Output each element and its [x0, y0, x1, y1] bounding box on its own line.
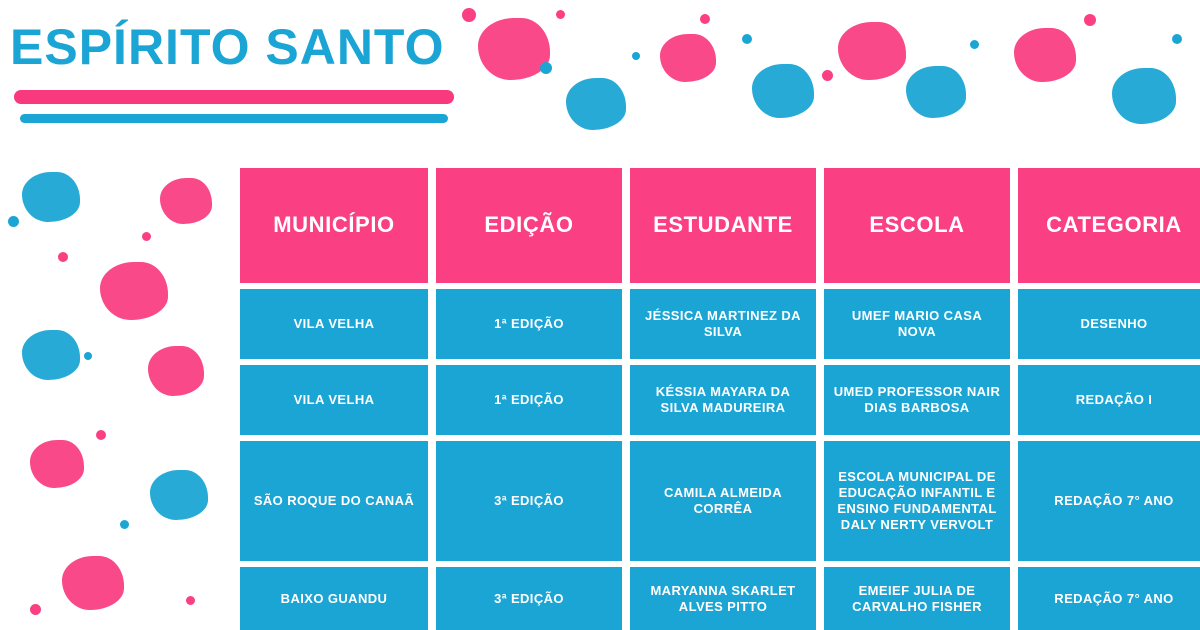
splatter-dot-icon: [540, 62, 552, 74]
splatter-dot-icon: [556, 10, 565, 19]
splatter-pink-icon: [62, 556, 124, 610]
cell-categoria: REDAÇÃO I: [1018, 365, 1200, 435]
splatter-dot-icon: [822, 70, 833, 81]
cell-escola: UMED PROFESSOR NAIR DIAS BARBOSA: [824, 365, 1010, 435]
splatter-dot-icon: [742, 34, 752, 44]
cell-categoria: DESENHO: [1018, 289, 1200, 359]
table-row: [240, 289, 1200, 359]
title-underline-blue: [20, 114, 448, 123]
cell-municipio: SÃO ROQUE DO CANAÃ: [240, 441, 428, 561]
table-row: [240, 567, 1200, 630]
winners-table: [240, 168, 1200, 630]
splatter-pink-icon: [148, 346, 204, 396]
cell-escola: UMEF MARIO CASA NOVA: [824, 289, 1010, 359]
splatter-pink-icon: [478, 18, 550, 80]
splatter-pink-icon: [100, 262, 168, 320]
splatter-dot-icon: [700, 14, 710, 24]
cell-escola: EMEIEF JULIA DE CARVALHO FISHER: [824, 567, 1010, 630]
splatter-pink-icon: [838, 22, 906, 80]
splatter-dot-icon: [632, 52, 640, 60]
splatter-dot-icon: [120, 520, 129, 529]
cell-estudante: MARYANNA SKARLET ALVES PITTO: [630, 567, 816, 630]
table-row: [240, 441, 1200, 561]
splatter-blue-icon: [752, 64, 814, 118]
splatter-dot-icon: [142, 232, 151, 241]
column-header-categoria: CATEGORIA: [1018, 168, 1200, 283]
splatter-dot-icon: [1172, 34, 1182, 44]
splatter-dot-icon: [30, 604, 41, 615]
splatter-dot-icon: [8, 216, 19, 227]
table-row: [240, 365, 1200, 435]
column-header-edicao: EDIÇÃO: [436, 168, 622, 283]
cell-categoria: REDAÇÃO 7° ANO: [1018, 567, 1200, 630]
cell-categoria: REDAÇÃO 7° ANO: [1018, 441, 1200, 561]
splatter-dot-icon: [84, 352, 92, 360]
cell-edicao: 1ª EDIÇÃO: [436, 289, 622, 359]
cell-edicao: 3ª EDIÇÃO: [436, 567, 622, 630]
cell-municipio: VILA VELHA: [240, 289, 428, 359]
splatter-pink-icon: [660, 34, 716, 82]
splatter-blue-icon: [906, 66, 966, 118]
column-header-escola: ESCOLA: [824, 168, 1010, 283]
cell-edicao: 3ª EDIÇÃO: [436, 441, 622, 561]
splatter-dot-icon: [462, 8, 476, 22]
splatter-blue-icon: [22, 172, 80, 222]
cell-estudante: JÉSSICA MARTINEZ DA SILVA: [630, 289, 816, 359]
splatter-blue-icon: [150, 470, 208, 520]
table-header-row: [240, 168, 1200, 283]
splatter-blue-icon: [566, 78, 626, 130]
splatter-dot-icon: [1084, 14, 1096, 26]
cell-estudante: CAMILA ALMEIDA CORRÊA: [630, 441, 816, 561]
splatter-pink-icon: [160, 178, 212, 224]
splatter-pink-icon: [1014, 28, 1076, 82]
cell-edicao: 1ª EDIÇÃO: [436, 365, 622, 435]
splatter-blue-icon: [22, 330, 80, 380]
cell-escola: ESCOLA MUNICIPAL DE EDUCAÇÃO INFANTIL E ENSINO FUNDAMENTAL DALY NERTY VERVOLT: [824, 441, 1010, 561]
cell-municipio: VILA VELHA: [240, 365, 428, 435]
splatter-pink-icon: [30, 440, 84, 488]
cell-estudante: KÉSSIA MAYARA DA SILVA MADUREIRA: [630, 365, 816, 435]
splatter-dot-icon: [96, 430, 106, 440]
splatter-dot-icon: [58, 252, 68, 262]
page-title-block: [10, 19, 445, 75]
page-title: ESPÍRITO SANTO: [10, 19, 445, 75]
title-underline-pink: [14, 90, 454, 104]
column-header-estudante: ESTUDANTE: [630, 168, 816, 283]
column-header-municipio: MUNICÍPIO: [240, 168, 428, 283]
splatter-blue-icon: [1112, 68, 1176, 124]
splatter-dot-icon: [970, 40, 979, 49]
splatter-dot-icon: [186, 596, 195, 605]
cell-municipio: BAIXO GUANDU: [240, 567, 428, 630]
